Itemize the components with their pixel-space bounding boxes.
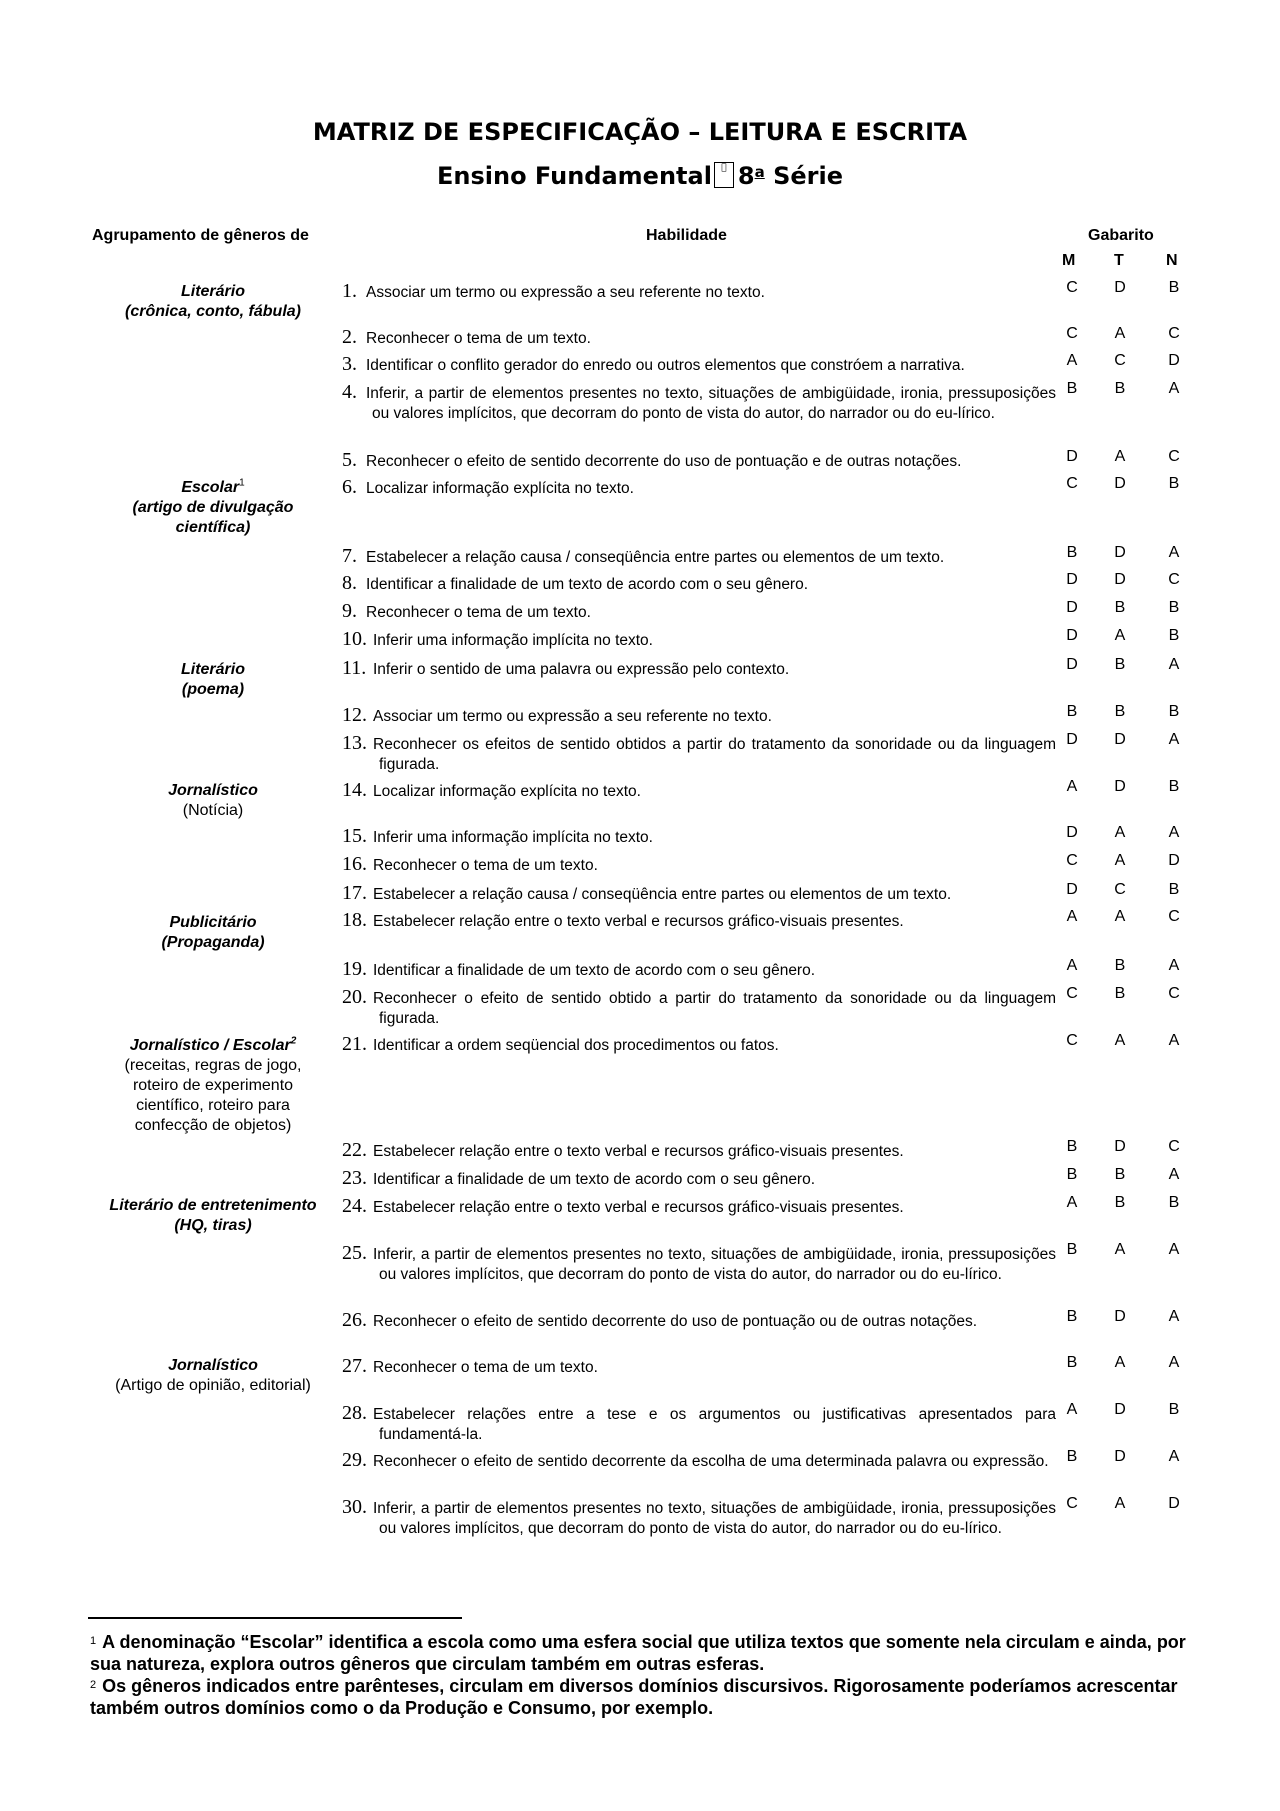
skill-number: 26. [342,1309,367,1331]
skill-number: 2. [342,326,357,348]
answer-m: D [1066,571,1078,588]
document-title: MATRIZ DE ESPECIFICAÇÃO – LEITURA E ESCRITA [312,118,968,146]
group-subtitle: (Artigo de opinião, editorial) [115,1377,311,1394]
answer-m: C [1066,475,1078,492]
skill-number: 3. [342,353,357,375]
answer-t: D [1114,279,1126,296]
skill-number: 12. [342,704,367,726]
group-subtitle: (artigo de divulgação [132,499,294,516]
skill-text: Inferir, a partir de elementos presentes no texto, situações de ambigüidade, ironia, pressuposições ou valores implícitos, que decorram do ponto de vista do autor, do narrador ou do eu-lírico. [373,1246,1056,1283]
document-subtitle [0,162,1280,190]
skill-text: Inferir uma informação implícita no texto. [373,632,653,649]
answer-m: B [1066,380,1078,397]
answer-n: B [1168,279,1180,296]
answer-t: A [1114,824,1126,841]
footnote-ref: 1 [239,477,245,489]
answer-n: A [1168,1032,1180,1049]
skill-number: 5. [342,449,357,471]
skill-number: 14. [342,779,367,801]
answer-m: B [1066,1308,1078,1325]
answer-t: C [1114,881,1126,898]
skill-text: Identificar a ordem seqüencial dos procedimentos ou fatos. [373,1037,779,1054]
answer-t: A [1114,1495,1126,1512]
answer-t: D [1114,1138,1126,1155]
group-subtitle: (Notícia) [182,802,244,819]
answer-m: A [1066,908,1078,925]
group-publicitario [88,913,338,953]
answer-n: A [1168,656,1180,673]
skill-text: Identificar o conflito gerador do enredo ou outros elementos que constróem a narrativa. [366,357,965,374]
skill-number: 27. [342,1355,367,1377]
answer-t: A [1114,1354,1126,1371]
answer-t: D [1114,475,1126,492]
answer-t: B [1114,703,1126,720]
header-group: Agrupamento de gêneros de [92,227,309,244]
answer-t: A [1114,1032,1126,1049]
group-subtitle-2: científica) [175,519,251,536]
group-title-text: Escolar [181,479,240,496]
answer-t: B [1114,599,1126,616]
answer-m: C [1066,1495,1078,1512]
skill-number: 22. [342,1139,367,1161]
answer-m: B [1066,544,1078,561]
skill-number: 28. [342,1402,367,1424]
header-col-t: T [1114,252,1124,269]
answer-n: C [1168,571,1180,588]
answer-n: B [1168,1194,1180,1211]
group-subtitle-2: roteiro de experimento [132,1077,294,1094]
answer-t: B [1114,1166,1126,1183]
answer-m: B [1066,1354,1078,1371]
group-subtitle: (receitas, regras de jogo, [124,1057,302,1074]
missing-glyph-box [714,162,734,188]
skill-number: 6. [342,476,357,498]
skill-text: Inferir, a partir de elementos presentes no texto, situações de ambigüidade, ironia, pressuposições ou valores implícitos, que decorram do ponto de vista do autor, do narrador ou do eu-lírico. [373,1500,1056,1537]
group-title: Literário [180,661,245,678]
answer-t: D [1114,571,1126,588]
header-skill: Habilidade [646,227,727,244]
answer-t: A [1114,1241,1126,1258]
answer-n: B [1168,778,1180,795]
skill-text: Inferir o sentido de uma palavra ou expressão pelo contexto. [373,661,790,678]
subtitle-prefix: Ensino Fundamental [436,162,712,190]
skill-text: Reconhecer o efeito de sentido decorrente da escolha de uma determinada palavra ou expressão. [373,1453,1049,1470]
skill-text: Reconhecer os efeitos de sentido obtidos a partir do tratamento da sonoridade ou da linguagem figurada. [373,736,1056,773]
skill-text: Identificar a finalidade de um texto de acordo com o seu gênero. [366,576,809,593]
skill-text: Reconhecer o tema de um texto. [366,604,591,621]
answer-m: D [1066,824,1078,841]
group-subtitle: (crônica, conto, fábula) [124,303,301,320]
answer-m: D [1066,731,1078,748]
answer-n: B [1168,1401,1180,1418]
group-jornalistico-opiniao [88,1356,338,1396]
group-subtitle: (poema) [181,681,245,698]
header-col-n: N [1166,252,1178,269]
group-literario-poema [88,660,338,700]
answer-m: D [1066,627,1078,644]
answer-n: B [1168,475,1180,492]
skill-number: 16. [342,853,367,875]
answer-t: A [1114,852,1126,869]
answer-n: A [1168,1354,1180,1371]
answer-m: D [1066,448,1078,465]
answer-t: D [1114,731,1126,748]
group-title: Literário [180,283,245,300]
answer-n: B [1168,627,1180,644]
footnote-text: A denominação “Escolar” identifica a escola como uma esfera social que utiliza textos que somente nela circulam e ainda, por sua natureza, explora outros gêneros que circulam também em outras esferas. [90,1632,1186,1674]
skill-text: Estabelecer relações entre a tese e os argumentos ou justificativas apresentados para fundamentá-la. [373,1406,1056,1443]
skill-number: 4. [342,381,357,403]
answer-n: C [1168,448,1180,465]
answer-n: C [1168,985,1180,1002]
answer-n: C [1168,325,1180,342]
answer-n: A [1168,957,1180,974]
answer-t: B [1114,985,1126,1002]
footnote-text: Os gêneros indicados entre parênteses, circulam em diversos domínios discursivos. Rigorosamente poderíamos acrescentar também outros domínios como o da Produção e Consumo, por exemplo. [90,1676,1178,1718]
subtitle-ordinal: a [754,163,765,181]
subtitle-number: 8 [737,162,755,190]
skill-number: 17. [342,882,367,904]
footnote-2 [90,1674,1190,1719]
answer-t: A [1114,325,1126,342]
skill-number: 9. [342,600,357,622]
skill-text: Reconhecer o efeito de sentido decorrente do uso de pontuação e de outras notações. [366,453,962,470]
footnote-1 [90,1630,1190,1675]
group-jornalistico-noticia [88,781,338,821]
answer-m: C [1066,279,1078,296]
skill-number: 21. [342,1033,367,1055]
subtitle-suffix: Série [773,162,844,190]
answer-m: B [1066,703,1078,720]
group-subtitle-4: confecção de objetos) [134,1117,292,1134]
group-title: Publicitário [169,914,257,931]
skill-number: 10. [342,628,367,650]
answer-n: A [1168,824,1180,841]
group-escolar [88,478,338,538]
answer-n: D [1168,852,1180,869]
skill-text: Inferir uma informação implícita no texto. [373,829,653,846]
answer-t: B [1114,1194,1126,1211]
group-title [88,1036,338,1056]
answer-m: B [1066,1166,1078,1183]
answer-m: C [1066,1032,1078,1049]
skill-text: Localizar informação explícita no texto. [373,783,641,800]
answer-t: B [1114,957,1126,974]
skill-number: 19. [342,958,367,980]
skill-number: 24. [342,1195,367,1217]
group-title: Jornalístico [168,1357,258,1374]
header-col-m: M [1062,252,1076,269]
answer-t: C [1114,352,1126,369]
group-literario-entretenimento [88,1196,338,1236]
skill-text: Inferir, a partir de elementos presentes no texto, situações de ambigüidade, ironia, pressuposições ou valores implícitos, que decorram do ponto de vista do autor, do narrador ou do eu-lírico. [366,385,1056,422]
skill-text: Reconhecer o tema de um texto. [373,1359,598,1376]
skill-number: 18. [342,909,367,931]
answer-m: C [1066,325,1078,342]
answer-n: A [1168,1241,1180,1258]
answer-t: A [1114,448,1126,465]
answer-t: D [1114,544,1126,561]
skill-number: 30. [342,1496,367,1518]
skill-number: 8. [342,572,357,594]
skill-text: Estabelecer a relação causa / conseqüência entre partes ou elementos de um texto. [366,549,945,566]
skill-number: 1. [342,280,357,302]
skill-text: Identificar a finalidade de um texto de acordo com o seu gênero. [373,962,816,979]
group-title: Jornalístico [168,782,258,799]
skill-text: Associar um termo ou expressão a seu referente no texto. [366,284,765,301]
skill-text: Reconhecer o tema de um texto. [366,330,591,347]
answer-t: A [1114,627,1126,644]
skill-text: Estabelecer relação entre o texto verbal e recursos gráfico-visuais presentes. [373,1199,904,1216]
skill-number: 13. [342,732,367,754]
answer-n: A [1168,1448,1180,1465]
skill-text: Reconhecer o tema de um texto. [373,857,598,874]
skill-text: Estabelecer a relação causa / conseqüência entre partes ou elementos de um texto. [373,886,952,903]
skill-text: Associar um termo ou expressão a seu referente no texto. [373,708,772,725]
group-title [88,478,338,498]
answer-n: A [1168,544,1180,561]
answer-m: C [1066,985,1078,1002]
skill-number: 20. [342,986,367,1008]
skill-text: Localizar informação explícita no texto. [366,480,634,497]
answer-n: A [1168,1166,1180,1183]
answer-m: B [1066,1138,1078,1155]
answer-m: B [1066,1448,1078,1465]
answer-n: D [1168,1495,1180,1512]
answer-t: B [1114,380,1126,397]
answer-m: A [1066,778,1078,795]
answer-t: D [1114,1401,1126,1418]
answer-t: A [1114,908,1126,925]
answer-n: B [1168,703,1180,720]
answer-n: D [1168,352,1180,369]
skill-number: 29. [342,1449,367,1471]
answer-n: C [1168,1138,1180,1155]
answer-n: B [1168,599,1180,616]
group-title: Literário de entretenimento [109,1197,317,1214]
footnote-mark: 1 [90,1635,97,1647]
answer-t: B [1114,656,1126,673]
skill-number: 25. [342,1242,367,1264]
footnote-separator [88,1617,462,1619]
answer-t: D [1114,778,1126,795]
answer-m: A [1066,957,1078,974]
skill-number: 15. [342,825,367,847]
skill-text: Estabelecer relação entre o texto verbal e recursos gráfico-visuais presentes. [373,913,904,930]
group-subtitle: (Propaganda) [161,934,265,951]
group-literario-cronica [88,282,338,322]
answer-n: A [1168,1308,1180,1325]
answer-m: B [1066,1241,1078,1258]
skill-text: Reconhecer o efeito de sentido obtido a partir do tratamento da sonoridade ou da linguagem figurada. [373,990,1056,1027]
answer-n: A [1168,731,1180,748]
skill-text: Reconhecer o efeito de sentido decorrente do uso de pontuação ou de outras notações. [373,1313,978,1330]
answer-m: D [1066,599,1078,616]
skill-number: 7. [342,545,357,567]
answer-m: A [1066,1401,1078,1418]
group-jornalistico-escolar [88,1036,338,1136]
answer-m: A [1066,1194,1078,1211]
answer-n: A [1168,380,1180,397]
answer-m: C [1066,852,1078,869]
answer-t: D [1114,1308,1126,1325]
answer-t: D [1114,1448,1126,1465]
skill-text: Estabelecer relação entre o texto verbal e recursos gráfico-visuais presentes. [373,1143,904,1160]
skill-number: 23. [342,1167,367,1189]
footnote-mark: 2 [90,1679,97,1691]
group-title-text: Jornalístico / Escolar [129,1037,291,1054]
group-subtitle: (HQ, tiras) [174,1217,252,1234]
answer-m: D [1066,656,1078,673]
group-subtitle-3: científico, roteiro para [136,1097,290,1114]
footnote-ref: 2 [290,1035,297,1047]
answer-m: D [1066,881,1078,898]
skill-text: Identificar a finalidade de um texto de acordo com o seu gênero. [373,1171,816,1188]
skill-number: 11. [342,657,367,679]
answer-m: A [1066,352,1078,369]
answer-n: C [1168,908,1180,925]
header-answer-key: Gabarito [1088,227,1154,244]
answer-n: B [1168,881,1180,898]
